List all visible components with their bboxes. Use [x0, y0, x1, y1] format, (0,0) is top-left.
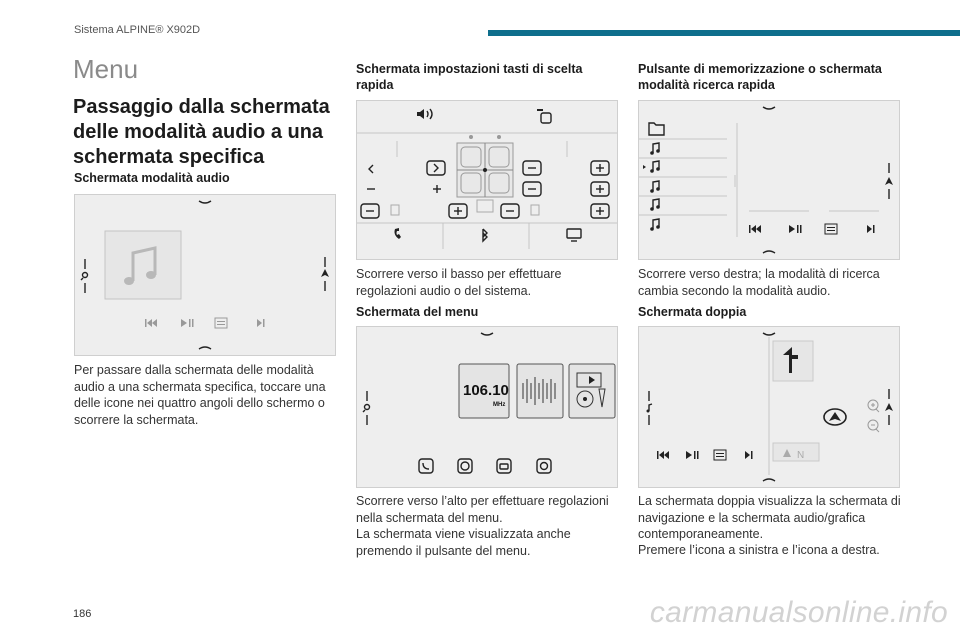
dual-screen-paragraph-2: Premere l’icona a sinistra e l’icona a destra.: [638, 543, 880, 557]
previous-track-icon: [657, 451, 669, 459]
phone-icon: [419, 459, 433, 473]
radio-unit: MHz: [493, 402, 506, 408]
next-track-icon: [867, 225, 875, 233]
section-title: Passaggio dalla schermata delle modalità audio a una schermata specifica: [73, 96, 330, 168]
quick-search-paragraph: Scorrere verso destra; la modalità di ricerca cambia secondo la modalità audio.: [638, 267, 880, 298]
music-note-icon: [650, 199, 660, 211]
volume-icon: [417, 109, 432, 119]
chevron-up-icon: [763, 479, 775, 481]
dual-screen-subtitle: Schermata doppia: [638, 305, 747, 319]
navigation-icon: [885, 389, 893, 425]
previous-track-icon: [145, 319, 157, 327]
shortcut-settings-screen-figure: [356, 100, 618, 260]
next-track-icon: [745, 451, 753, 459]
chevron-down-icon: [763, 107, 775, 109]
previous-track-icon: [749, 225, 761, 233]
music-note-icon: [650, 181, 660, 193]
footer-watermark: carmanualsonline.info: [649, 596, 948, 629]
bluetooth-icon: [483, 229, 487, 241]
music-note-icon: [650, 219, 660, 231]
navigation-icon: [321, 257, 329, 291]
music-note-icon: [650, 143, 660, 155]
phone-icon: [395, 228, 402, 239]
chevron-down-icon: [763, 333, 775, 335]
menu-title: Menu: [73, 54, 139, 84]
shortcut-settings-paragraph: Scorrere verso il basso per effettuare regolazioni audio o del sistema.: [356, 267, 562, 298]
audio-mode-screen-figure: [74, 194, 336, 356]
quick-search-screen-figure: [638, 100, 900, 260]
running-header: Sistema ALPINE® X902D: [74, 24, 201, 36]
equalizer-icon: [825, 224, 837, 234]
menu-screen-paragraph: Scorrere verso l’alto per effettuare regolazioni nella schermata del menu.: [356, 494, 609, 525]
chevron-up-icon: [199, 347, 211, 349]
screen-icon: [567, 229, 581, 241]
equalizer-icon: [215, 318, 227, 328]
audio-mode-subtitle: Schermata modalità audio: [74, 171, 230, 185]
page-number: 186: [73, 608, 92, 620]
play-pause-icon: [181, 319, 194, 327]
music-note-icon: [650, 161, 660, 173]
search-icon: [81, 259, 88, 293]
car-icon: [497, 459, 511, 473]
chevron-up-icon: [763, 251, 775, 253]
settings-icon: [537, 109, 551, 123]
music-note-icon: [647, 391, 653, 425]
compass-label: N: [797, 450, 805, 461]
quick-search-subtitle: Pulsante di memorizzazione o schermata modalità ricerca rapida: [638, 62, 882, 92]
audio-mode-paragraph: Per passare dalla schermata delle modalità audio a una schermata specifica, toccare una delle icone nei quattro angoli dello schermo o scorrere la schermata.: [74, 363, 326, 427]
play-pause-icon: [789, 225, 802, 233]
cd-icon: [458, 459, 472, 473]
menu-screen-paragraph-2: La schermata viene visualizzata anche premendo il pulsante del menu.: [356, 527, 571, 558]
folder-icon: [649, 123, 664, 135]
search-icon: [363, 391, 370, 425]
radio-frequency: 106.10: [463, 382, 509, 399]
zoom-out-icon: [868, 420, 879, 432]
shortcut-settings-subtitle: Schermata impostazioni tasti di scelta rapida: [356, 62, 583, 92]
dual-screen-paragraph: La schermata doppia visualizza la schermata di navigazione e la schermata audio/grafica contemporaneamente.: [638, 494, 901, 541]
equalizer-icon: [714, 450, 726, 460]
navigation-icon: [824, 409, 846, 425]
menu-screen-subtitle: Schermata del menu: [356, 305, 479, 319]
navigation-icon: [885, 163, 893, 199]
settings-icon: [537, 459, 551, 473]
chevron-down-icon: [481, 333, 493, 335]
play-pause-icon: [686, 451, 699, 459]
header-accent-bar: [488, 30, 960, 36]
chevron-down-icon: [199, 201, 211, 203]
zoom-in-icon: [868, 400, 879, 412]
menu-screen-figure: [356, 326, 618, 488]
dual-screen-figure: [638, 326, 900, 488]
next-track-icon: [257, 319, 265, 327]
